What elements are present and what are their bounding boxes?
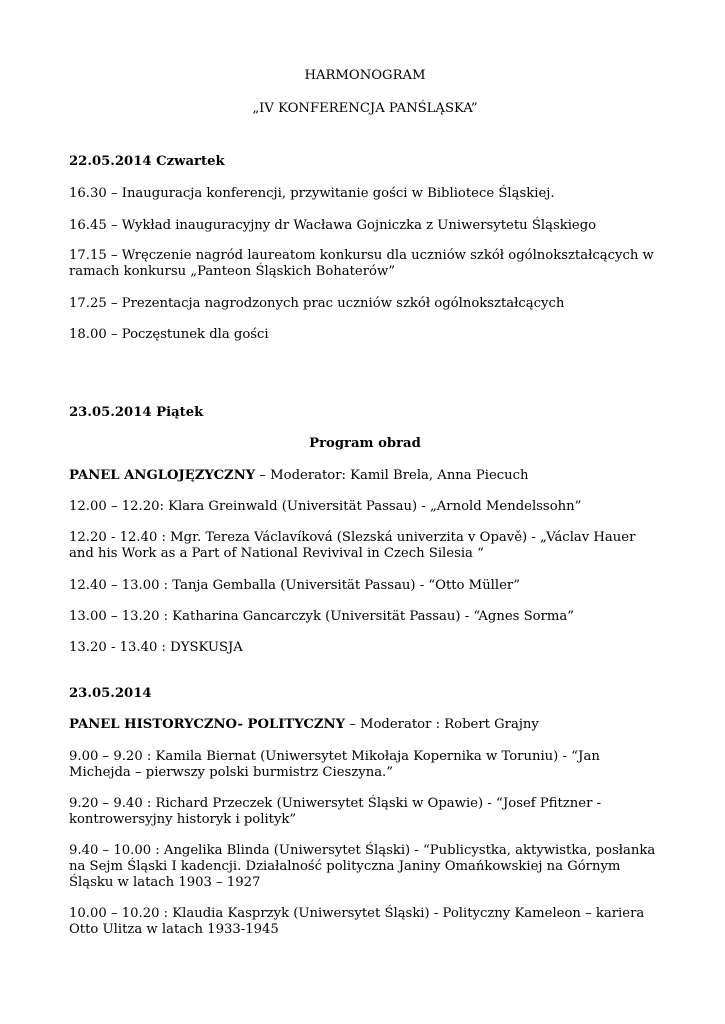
schedule-item: 13.00 – 13.20 : Katharina Gancarczyk (Universität Passau) - “Agnes Sorma” [69,609,574,624]
schedule-item: 17.25 – Prezentacja nagrodzonych prac uczniów szkół ogólnokształcących [69,296,565,311]
schedule-item: 18.00 – Poczęstunek dla gości [69,327,269,342]
day2b-heading: 23.05.2014 [69,686,152,701]
schedule-item: 13.20 - 13.40 : DYSKUSJA [69,640,243,655]
program-heading: Program obrad [309,436,421,451]
conference-name: „IV KONFERENCJA PANŚLĄSKA” [252,101,478,116]
schedule-item: 17.15 – Wręczenie nagród laureatom konkursu dla uczniów szkół ogólnokształcących w ramach konkursu „Panteon Śląskich Bohaterów” [69,248,654,279]
schedule-item: 12.40 – 13.00 : Tanja Gemballa (Universität Passau) - “Otto Müller” [69,578,520,593]
panel2-name: PANEL HISTORYCZNO- POLITYCZNY [69,717,345,732]
day1-heading: 22.05.2014 Czwartek [69,154,225,169]
schedule-item: 9.00 – 9.20 : Kamila Biernat (Uniwersytet Mikołaja Kopernika w Toruniu) - “Jan Michejda – pierwszy polski burmistrz Cieszyna.” [69,749,600,780]
panel2-moderator: – Moderator : Robert Grajny [345,717,539,732]
schedule-item: 9.40 – 10.00 : Angelika Blinda (Uniwersytet Śląski) - “Publicystka, aktywistka, posłanka na Sejm Śląski I kadencji. Działalność polityczna Janiny Omańkowskiej na Górnym Śląsku w latach 1903 – 1927 [69,843,656,890]
schedule-item: 9.20 – 9.40 : Richard Przeczek (Uniwersytet Śląski w Opawie) - “Josef Pfitzner - kontrowersyjny historyk i polityk” [69,796,602,827]
panel2-header [69,717,661,733]
schedule-item: 12.20 - 12.40 : Mgr. Tereza Václavíková (Slezská univerzita v Opavě) - „Václav Hauer and his Work as a Part of National Revivival in Czech Silesia “ [69,530,636,561]
day2-heading: 23.05.2014 Piątek [69,405,204,420]
schedule-item: 10.00 – 10.20 : Klaudia Kasprzyk (Uniwersytet Śląski) - Polityczny Kameleon – kariera Otto Ulitza w latach 1933-1945 [69,906,645,937]
panel1-header [69,468,661,484]
panel1-moderator: – Moderator: Kamil Brela, Anna Piecuch [255,468,529,483]
schedule-item: 12.00 – 12.20: Klara Greinwald (Universität Passau) - „Arnold Mendelssohn” [69,499,582,514]
schedule-item: 16.30 – Inauguracja konferencji, przywitanie gości w Bibliotece Śląskiej. [69,186,555,201]
schedule-item: 16.45 – Wykład inauguracyjny dr Wacława Gojniczka z Uniwersytetu Śląskiego [69,218,597,233]
document-title: HARMONOGRAM [304,68,426,83]
panel1-name: PANEL ANGLOJĘZYCZNY [69,468,256,483]
